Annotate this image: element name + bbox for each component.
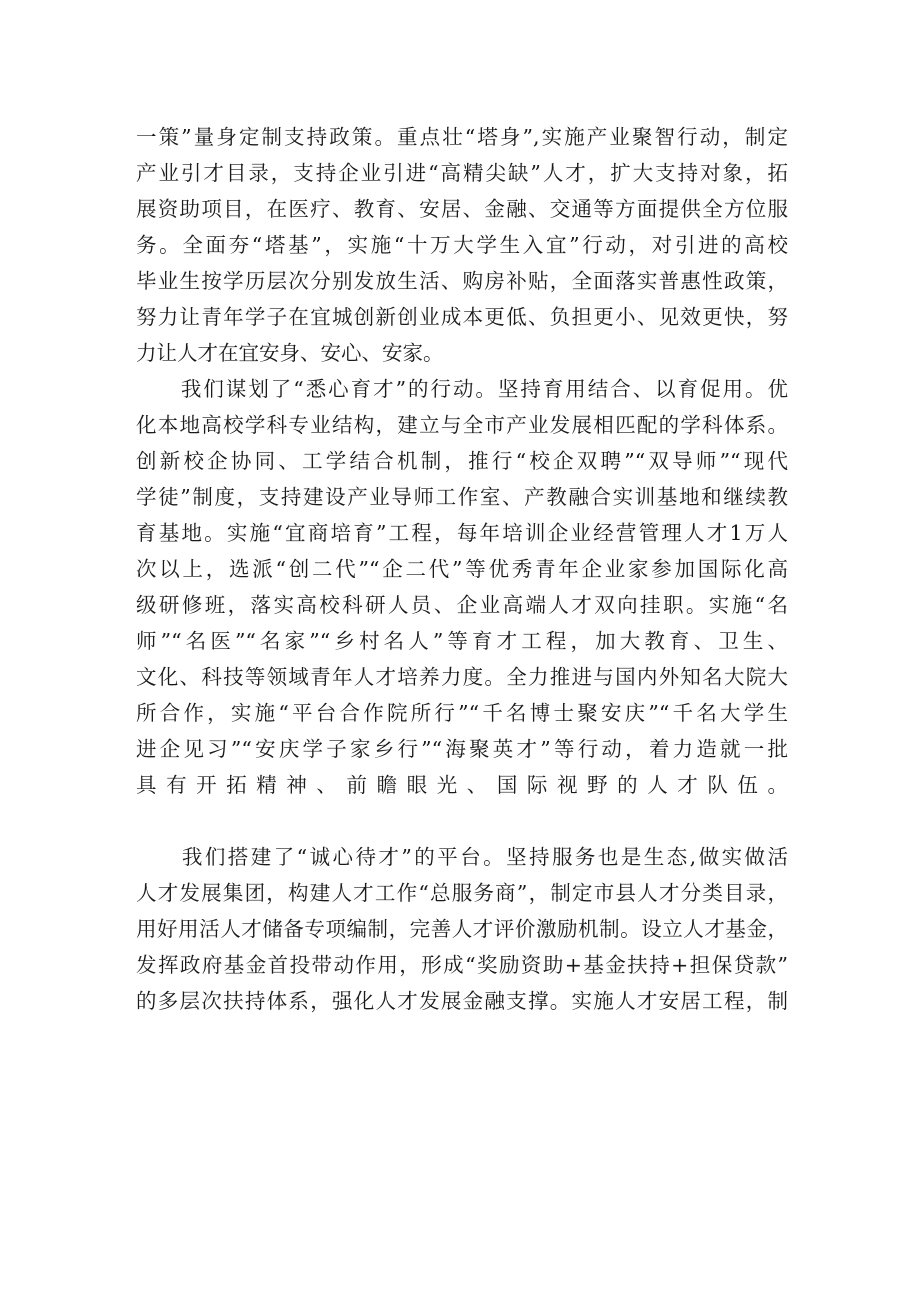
text-line: 具有开拓精神、前瞻眼光、国际视野的人才队伍。 — [136, 773, 788, 797]
text-line: 毕业生按学历层次分别发放生活、购房补贴，全面落实普惠性政策， — [136, 269, 788, 293]
paragraph — [136, 839, 788, 1019]
text-line: 育基地。实施“宜商培育”工程，每年培训企业经营管理人才1万人 — [136, 521, 788, 545]
text-line: 文化、科技等领域青年人才培养力度。全力推进与国内外知名大院大 — [136, 665, 788, 689]
text-line: 务。全面夯“塔基”，实施“十万大学生入宜”行动，对引进的高校 — [136, 233, 788, 257]
paragraph — [136, 371, 788, 839]
text-line: 展资助项目，在医疗、教育、安居、金融、交通等方面提供全方位服 — [136, 197, 788, 221]
text-line: 发挥政府基金首投带动作用，形成“奖励资助+基金扶持+担保贷款” — [136, 953, 788, 977]
text-line: 创新校企协同、工学结合机制，推行“校企双聘”“双导师”“现代 — [136, 449, 788, 473]
document-body — [136, 119, 788, 1019]
text-line: 级研修班，落实高校科研人员、企业高端人才双向挂职。实施“名 — [136, 593, 788, 617]
paragraph — [136, 119, 788, 371]
text-line: 产业引才目录，支持企业引进“高精尖缺”人才，扩大支持对象，拓 — [136, 161, 788, 185]
text-line: 师”“名医”“名家”“乡村名人”等育才工程，加大教育、卫生、 — [136, 629, 788, 653]
text-line: 次以上，选派“创二代”“企二代”等优秀青年企业家参加国际化高 — [136, 557, 788, 581]
text-line: 一策”量身定制支持政策。重点壮“塔身”,实施产业聚智行动，制定 — [136, 125, 788, 149]
text-line: 人才发展集团，构建人才工作“总服务商”，制定市县人才分类目录， — [136, 881, 788, 905]
text-line: 学徒”制度，支持建设产业导师工作室、产教融合实训基地和继续教 — [136, 485, 788, 509]
text-line: 进企见习”“安庆学子家乡行”“海聚英才”等行动，着力造就一批 — [136, 737, 788, 761]
text-line: 我们搭建了“诚心待才”的平台。坚持服务也是生态,做实做活 — [136, 845, 788, 869]
text-line: 的多层次扶持体系，强化人才发展金融支撑。实施人才安居工程，制 — [136, 989, 788, 1013]
text-line: 努力让青年学子在宜城创新创业成本更低、负担更小、见效更快，努 — [136, 305, 788, 329]
text-line — [136, 803, 788, 839]
text-line: 力让人才在宜安身、安心、安家。 — [136, 341, 444, 365]
text-line: 化本地高校学科专业结构，建立与全市产业发展相匹配的学科体系。 — [136, 413, 788, 437]
text-line: 所合作，实施“平台合作院所行”“千名博士聚安庆”“千名大学生 — [136, 701, 788, 725]
text-line: 我们谋划了“悉心育才”的行动。坚持育用结合、以育促用。优 — [136, 377, 788, 401]
text-line: 用好用活人才储备专项编制，完善人才评价激励机制。设立人才基金， — [136, 917, 788, 941]
